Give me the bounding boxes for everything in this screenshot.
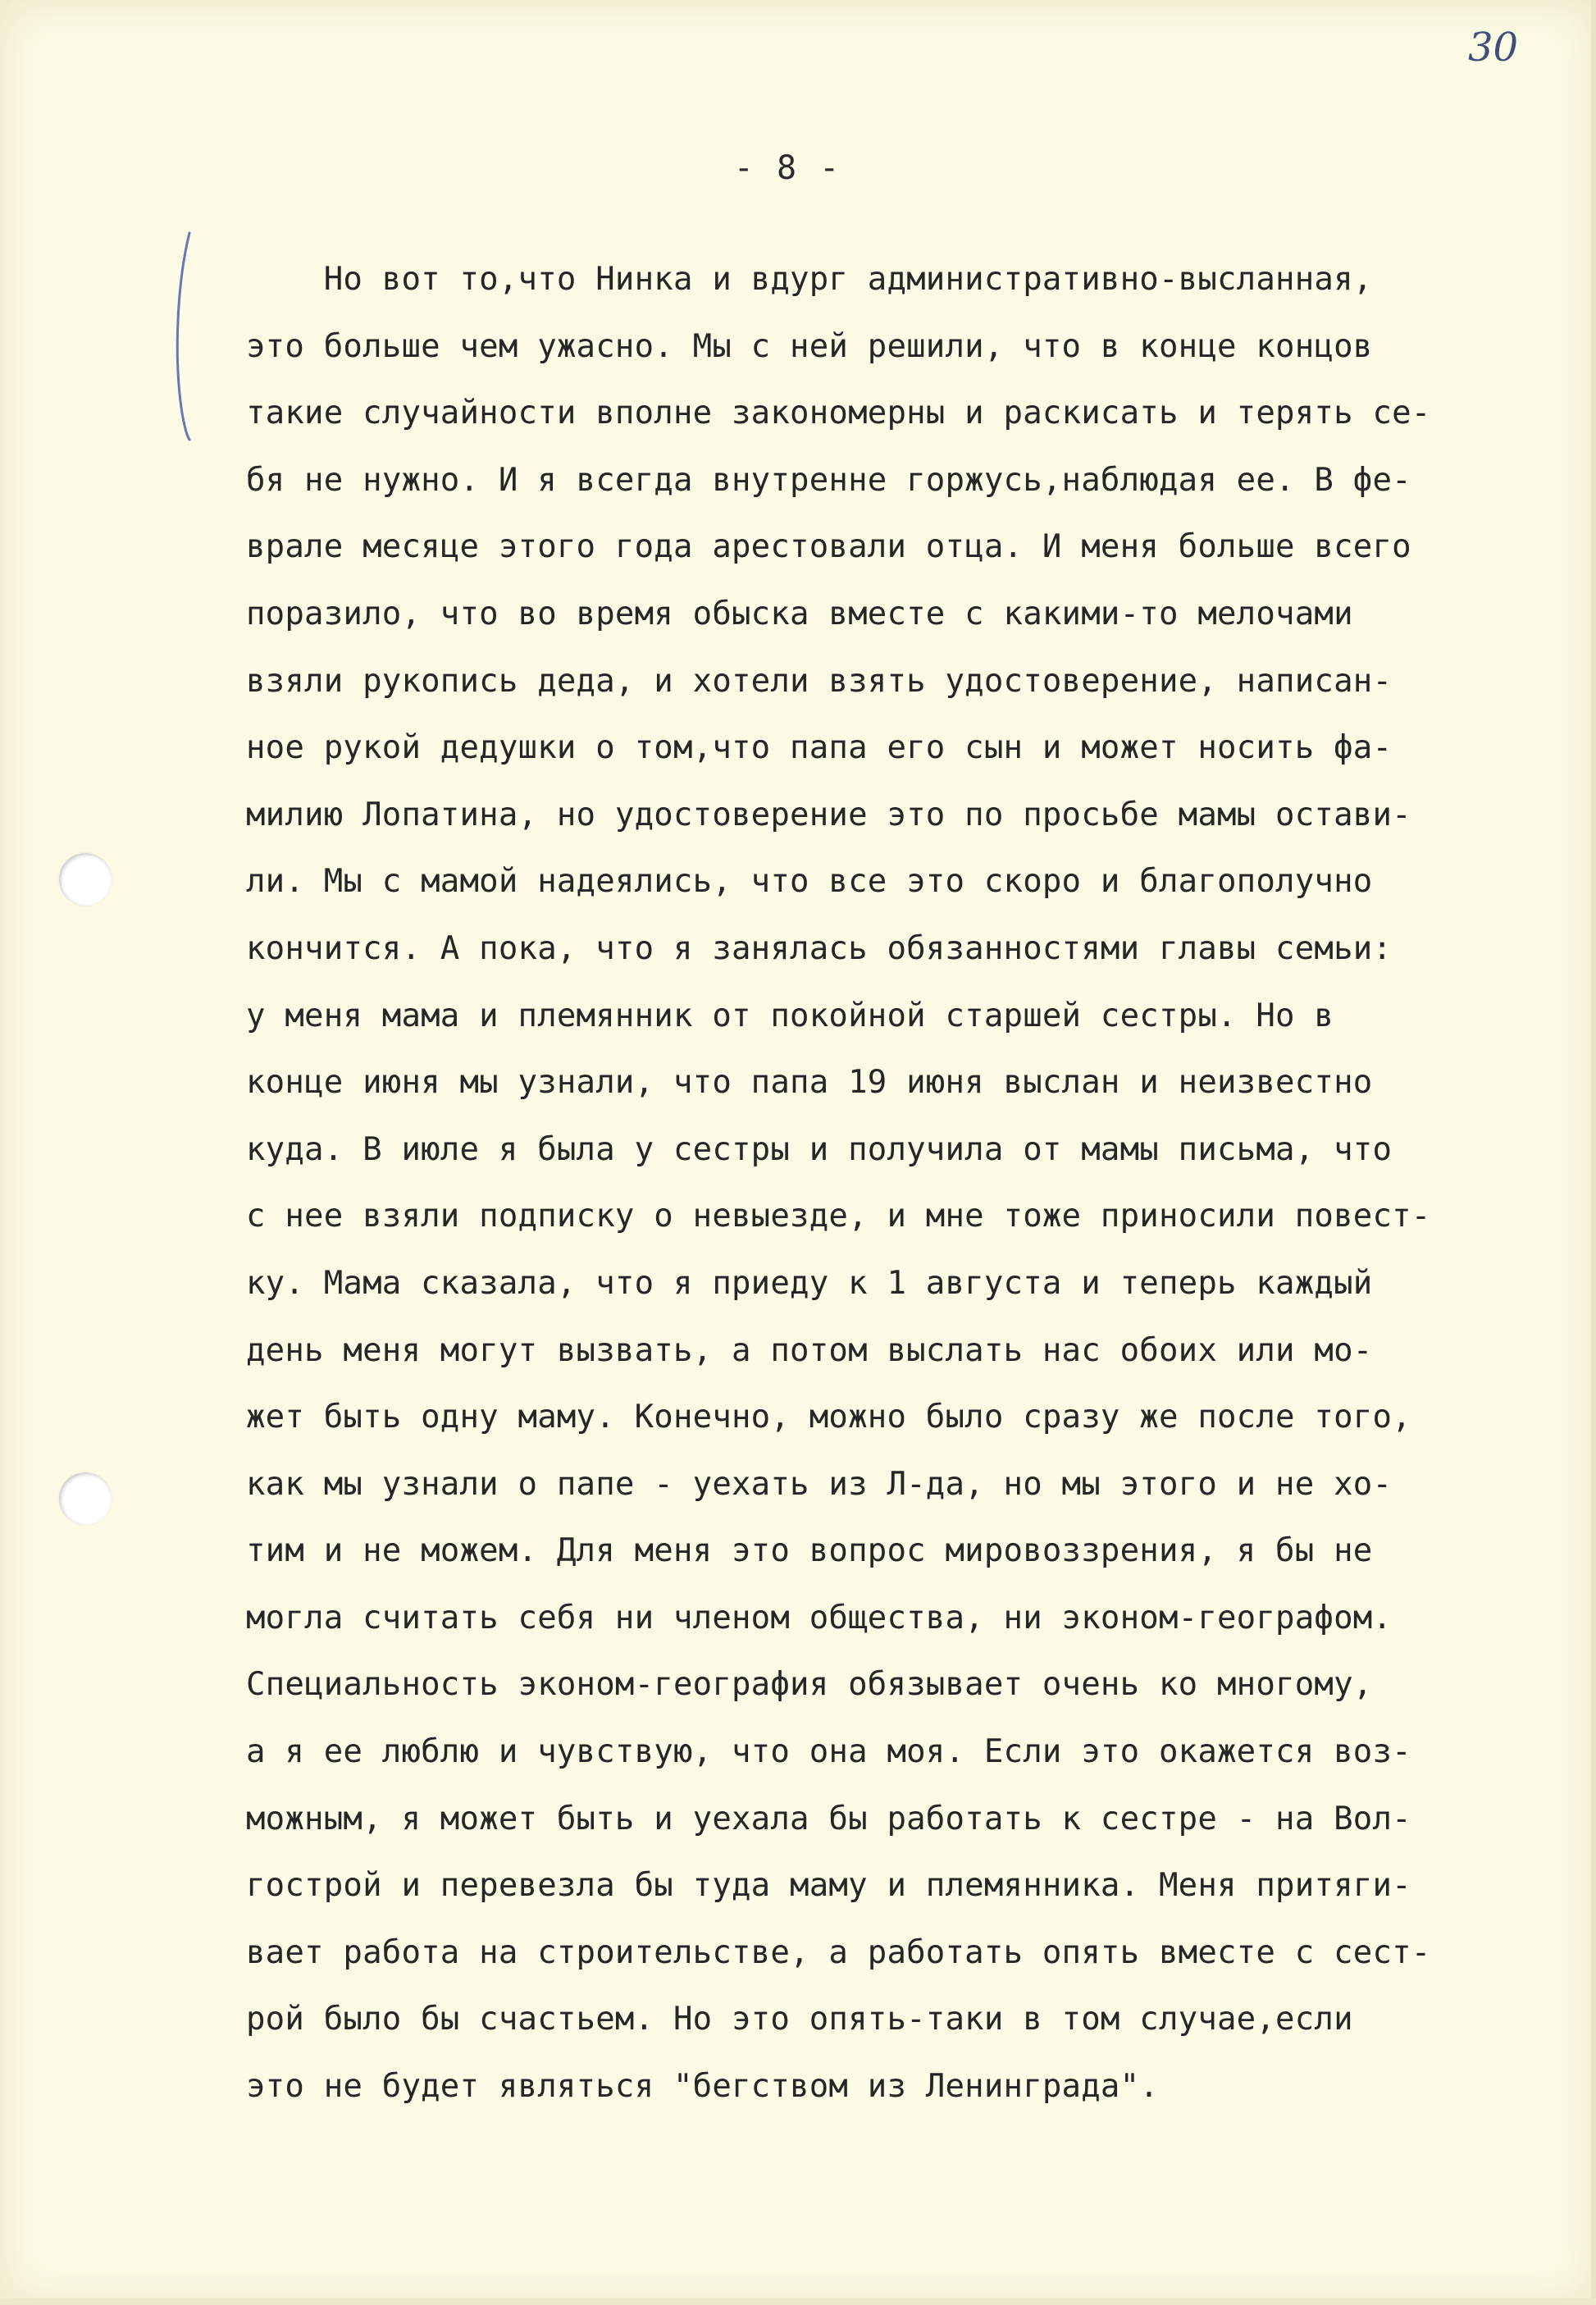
text-line: Но вот то,что Нинка и вдург административно-высланная, [246,261,1373,298]
typewritten-text [246,246,1575,2120]
text-line: тим и не можем. Для меня это вопрос мировоззрения, я бы не [246,1532,1373,1570]
text-line: это не будет являться "бегством из Ленинграда". [246,2068,1159,2106]
text-line: взяли рукопись деда, и хотели взять удостоверение, написан- [246,662,1393,700]
page-edge [0,2298,1596,2305]
page-edge [1591,0,1596,2305]
text-line: куда. В июле я была у сестры и получила от мамы письма, что [246,1130,1393,1168]
text-line: конце июня мы узнали, что папа 19 июня выслан и неизвестно [246,1064,1373,1102]
text-line: поразило, что во время обыска вместе с какими-то мелочами [246,595,1353,632]
text-line: врале месяце этого года арестовали отца. И меня больше всего [246,528,1411,566]
text-line: могла считать себя ни членом общества, ни эконом-географом. [246,1599,1393,1636]
text-line: жет быть одну маму. Конечно, можно было сразу же после того, [246,1399,1411,1436]
text-line: гострой и перевезла бы туда маму и племянника. Меня притяги- [246,1867,1411,1905]
text-line: ку. Мама сказала, что я приеду к 1 августа и теперь каждый [246,1264,1373,1302]
text-line: можным, я может быть и уехала бы работать к сестре - на Вол- [246,1800,1411,1837]
text-line: с нее взяли подписку о невыезде, и мне тоже приносили повест- [246,1198,1431,1235]
text-line: у меня мама и племянник от покойной старшей сестры. Но в [246,997,1334,1034]
text-line: день меня могут вызвать, а потом выслать нас обоих или мо- [246,1331,1373,1369]
archive-folio-number: 30 [1468,25,1519,71]
punch-hole [59,853,112,906]
text-line: это больше чем ужасно. Мы с ней решили, что в конце концов [246,327,1373,365]
text-line: бя не нужно. И я всегда внутренне горжусь,наблюдая ее. В фе- [246,461,1411,499]
text-line: такие случайности вполне закономерны и раскисать и терять се- [246,395,1431,432]
text-line: кончится. А пока, что я занялась обязанностями главы семьи: [246,929,1393,967]
text-line: как мы узнали о папе - уехать из Л-да, но мы этого и не хо- [246,1465,1393,1503]
text-line: а я ее люблю и чувствую, что она моя. Если это окажется воз- [246,1733,1411,1771]
text-line: вает работа на строительстве, а работать опять вместе с сест- [246,1933,1431,1971]
punch-hole [59,1472,112,1525]
text-line: Специальность эконом-география обязывает очень ко многому, [246,1666,1373,1704]
text-line: ное рукой дедушки о том,что папа его сын и может носить фа- [246,729,1393,767]
text-line: рой было бы счастьем. Но это опять-таки в том случае,если [246,2001,1353,2038]
text-line: ли. Мы с мамой надеялись, что все это скоро и благополучно [246,863,1373,901]
text-line: милию Лопатина, но удостоверение это по просьбе мамы остави- [246,796,1411,833]
page-number: - 8 - [733,149,841,187]
margin-pencil-mark [168,230,201,443]
